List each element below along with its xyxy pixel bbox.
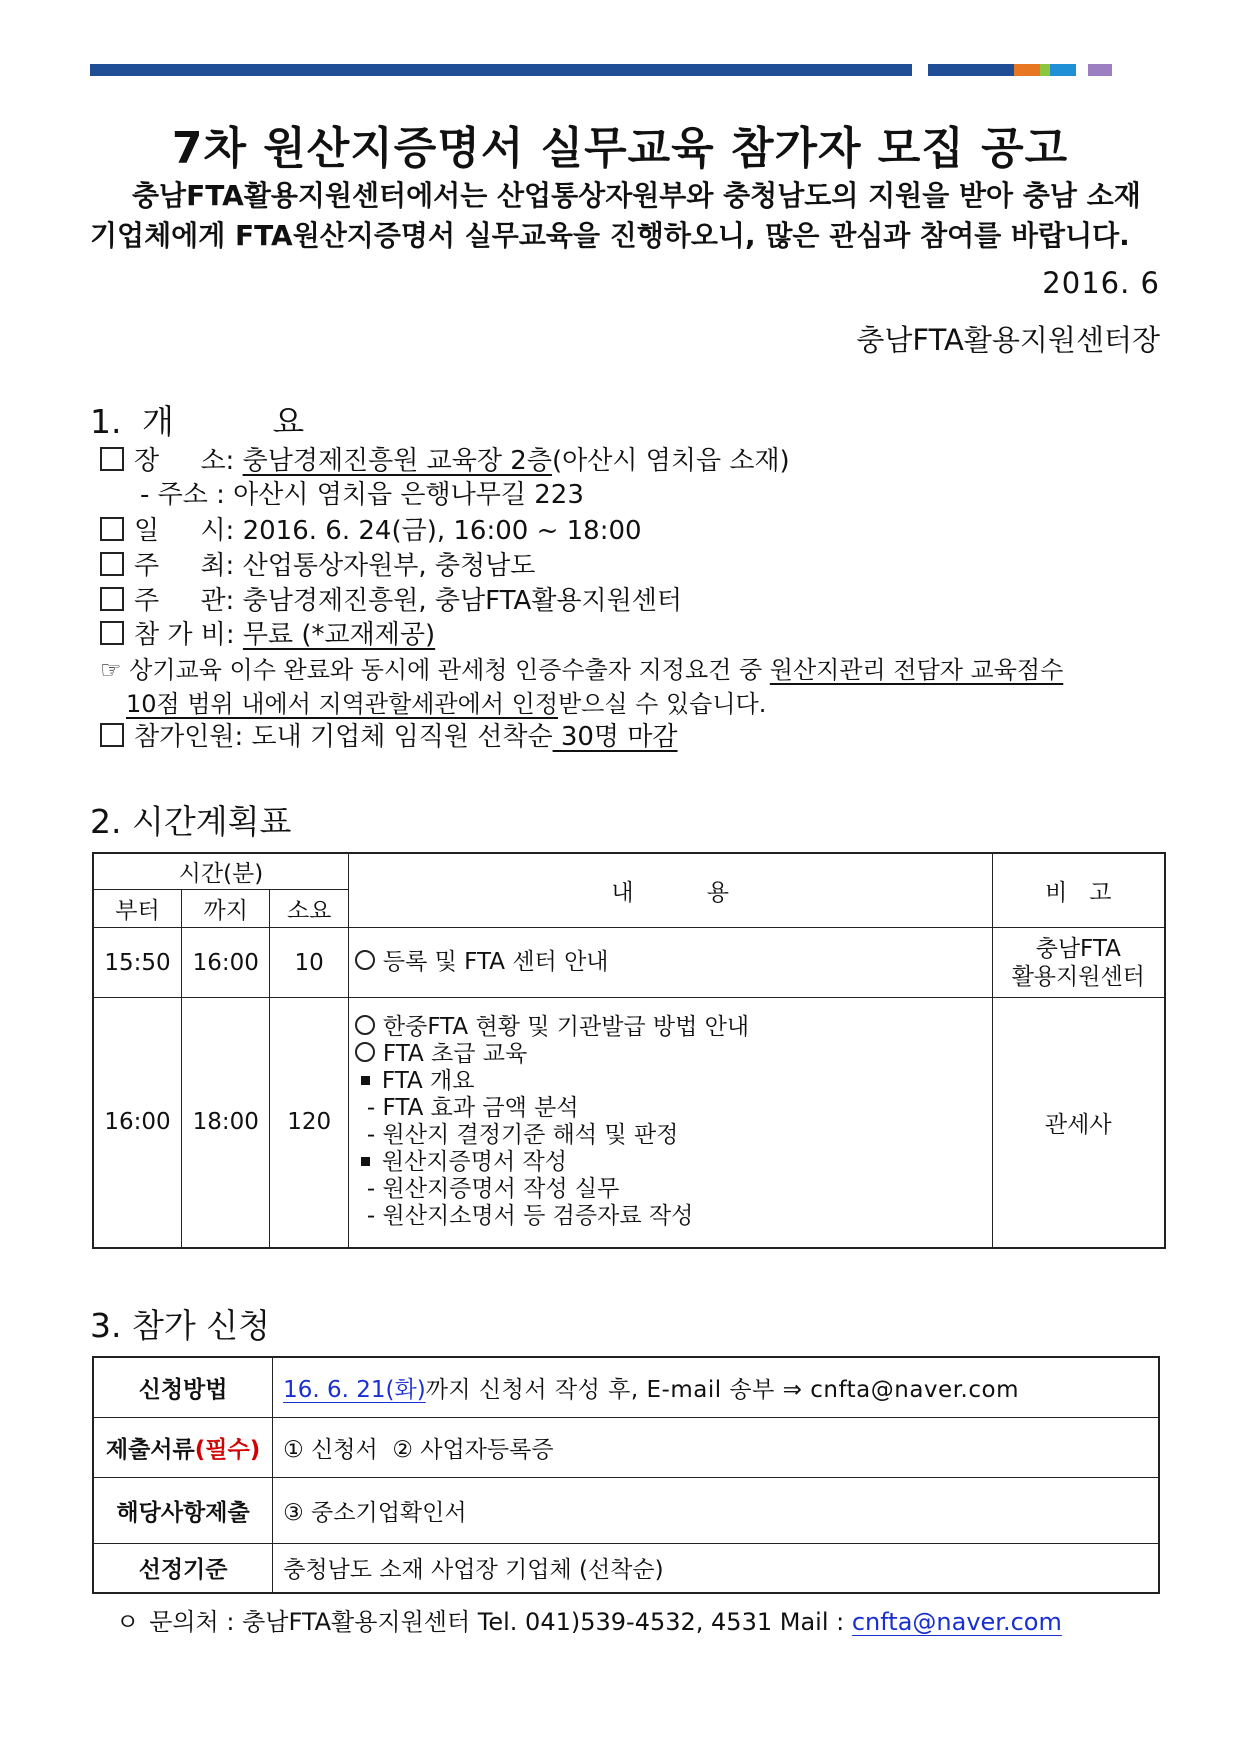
contact-email-link[interactable]: cnfta@naver.com	[851, 1608, 1062, 1636]
circle-bullet-icon	[355, 1015, 375, 1035]
host-row: 주 최: 산업통상자원부, 충청남도	[100, 545, 535, 582]
table-row: 선정기준 충청남도 소재 사업장 기업체 (선착순)	[93, 1543, 1159, 1593]
intro-line-2: 기업체에게 FTA원산지증명서 실무교육을 진행하오니, 많은 관심과 참여를 바랍니다.	[90, 219, 1130, 252]
organizer-row: 주 관: 충남경제진흥원, 충남FTA활용지원센터	[100, 580, 682, 617]
time-header: 시간(분)	[93, 853, 348, 890]
intro-line-1: 충남FTA활용지원센터에서는 산업통상자원부와 충청남도의 지원을 받아 충남 소재	[132, 179, 1141, 212]
circle-bullet-icon	[355, 1042, 375, 1062]
deadline-date: 16. 6. 21(화)	[283, 1376, 426, 1403]
content-header: 내 용	[348, 853, 992, 928]
intro-paragraph	[90, 176, 1160, 256]
place-row: 장 소: 충남경제진흥원 교육장 2층(아산시 염치읍 소재)	[100, 440, 790, 477]
header-accent-green	[1040, 64, 1050, 76]
table-row: 제출서류(필수) ① 신청서 ② 사업자등록증	[93, 1417, 1159, 1477]
fee-row: 참 가 비: 무료 (*교재제공)	[100, 614, 435, 651]
issuer: 충남FTA활용지원센터장	[856, 323, 1160, 357]
remark-header: 비 고	[992, 853, 1165, 928]
note-row-2: 10점 범위 내에서 지역관할세관에서 인정받으실 수 있습니다.	[126, 690, 767, 718]
circle-bullet-icon	[355, 950, 375, 970]
checkbox-icon	[100, 552, 124, 576]
header-bar-segment	[928, 64, 1014, 76]
square-bullet-icon	[361, 1076, 370, 1085]
square-bullet-icon	[361, 1157, 370, 1166]
table-row: 해당사항제출 ③ 중소기업확인서	[93, 1477, 1159, 1543]
from-header: 부터	[93, 890, 181, 928]
note-row: ☞ 상기교육 이수 완료와 동시에 관세청 인증수출자 지정요건 중 원산지관리 전담자 교육점수	[100, 656, 1064, 684]
notice-date: 2016. 6	[1042, 266, 1160, 300]
checkbox-icon	[100, 723, 124, 747]
application-table	[92, 1356, 1160, 1594]
section2-heading: 2. 시간계획표	[90, 802, 292, 841]
checkbox-icon	[100, 587, 124, 611]
contact-bullet: ㅇ	[116, 1608, 140, 1636]
time-row: 일 시: 2016. 6. 24(금), 16:00 ~ 18:00	[100, 510, 642, 547]
table-row: 신청방법 16. 6. 21(화)까지 신청서 작성 후, E-mail 송부 ⇒ cnfta@naver.com	[93, 1357, 1159, 1417]
header-accent-purple	[1088, 64, 1112, 76]
checkbox-icon	[100, 621, 124, 645]
section3-heading: 3. 참가 신청	[90, 1306, 270, 1345]
contact-line: ㅇ 문의처 : 충남FTA활용지원센터 Tel. 041)539-4532, 4531 Mail : cnfta@naver.com	[116, 1608, 1062, 1636]
place-value: 충남경제진흥원 교육장 2층	[242, 446, 552, 476]
table-row: 16:00 18:00 120 한중FTA 현황 및 기관발급 방법 안내 FTA 초급 교육 FTA 개요 - FTA 효과 금액 분석 - 원산지 결정기준 해석 및 판정 원산지증명서 작성 - 원산지증명서 작성 실무 - 원산지소명서 등 검증자료 작성 관세사	[93, 998, 1165, 1248]
table-row: 15:50 16:00 10 등록 및 FTA 센터 안내 충남FTA 활용지원센터	[93, 928, 1165, 998]
header-accent-blue	[1050, 64, 1076, 76]
to-header: 까지	[181, 890, 269, 928]
schedule-table	[92, 852, 1166, 1249]
page-title: 7차 원산지증명서 실무교육 참가자 모집 공고	[171, 123, 1069, 174]
duration-header: 소요	[270, 890, 348, 928]
checkbox-icon	[100, 447, 124, 471]
header-bar	[90, 64, 912, 76]
section1-heading: 1. 개 요	[90, 402, 305, 441]
participants-row: 참가인원: 도내 기업체 임직원 선착순 30명 마감	[100, 716, 678, 753]
checkbox-icon	[100, 517, 124, 541]
address-row: - 주소 : 아산시 염치읍 은행나무길 223	[140, 480, 584, 510]
header-accent-orange	[1014, 64, 1040, 76]
pointing-hand-icon: ☞	[100, 656, 122, 684]
